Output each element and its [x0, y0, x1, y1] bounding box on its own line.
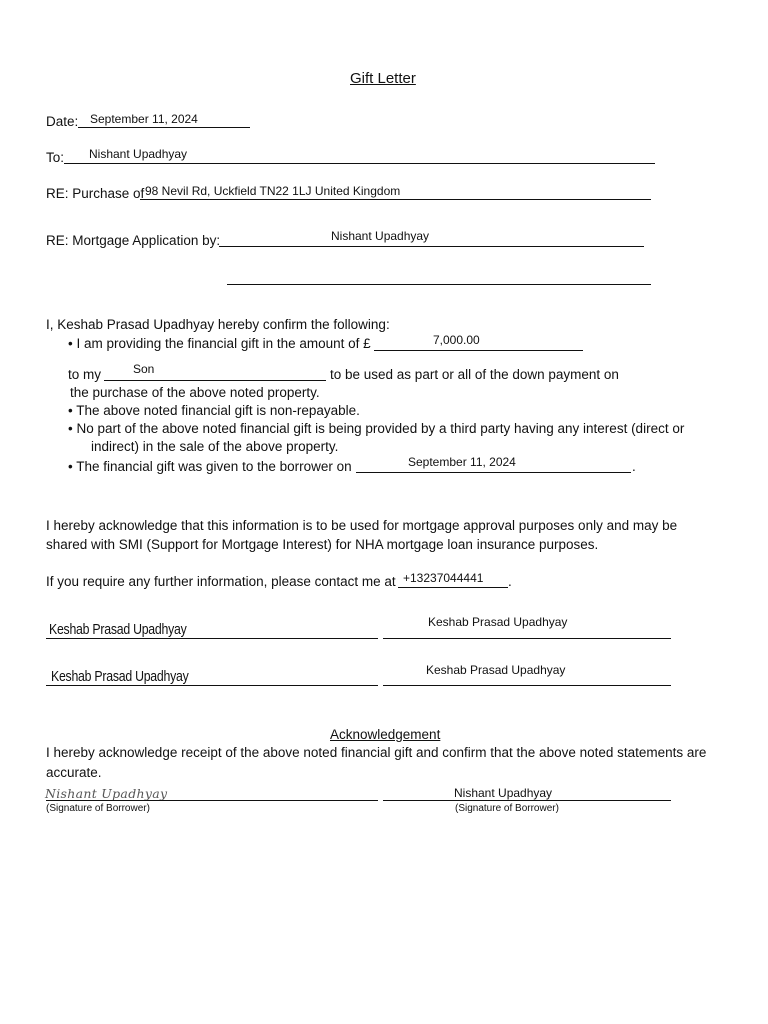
contact-end: .	[508, 574, 512, 589]
mortgage-label: RE: Mortgage Application by:	[46, 233, 221, 248]
acknowledgement-text-1: I hereby acknowledge receipt of the above noted financial gift and confirm that the above noted statements are	[46, 745, 707, 760]
relation-line	[104, 380, 326, 381]
bullet-nonrepayable: • The above noted financial gift is non-repayable.	[68, 403, 360, 418]
borrower-printed-line	[383, 800, 671, 801]
relation-prefix: to my	[68, 367, 102, 382]
donor-signature-1: Keshab Prasad Upadhyay	[49, 621, 187, 638]
date-value: September 11, 2024	[90, 112, 198, 126]
to-value: Nishant Upadhyay	[89, 147, 188, 161]
acknowledgement-heading: Acknowledgement	[330, 727, 441, 742]
date-label: Date:	[46, 114, 79, 129]
borrower-signature-line	[46, 800, 378, 801]
borrower-printed-name: Nishant Upadhyay	[454, 786, 553, 800]
to-label: To:	[46, 150, 65, 165]
donor-printed-name-1: Keshab Prasad Upadhyay	[428, 615, 568, 629]
mortgage-line	[219, 246, 644, 247]
mortgage-line-2	[227, 284, 651, 285]
relation-suffix: to be used as part or all of the down payment on	[330, 367, 619, 382]
date-line	[78, 127, 250, 128]
acknowledge-line-2: shared with SMI (Support for Mortgage Interest) for NHA mortgage loan insurance purposes.	[46, 537, 599, 552]
borrower-signature: Nishant Upadhyay	[45, 786, 168, 801]
purchase-label: RE: Purchase of	[46, 186, 145, 201]
donor-signature-line-2	[46, 685, 378, 686]
gift-amount-label: • I am providing the financial gift in the amount of £	[68, 336, 371, 351]
gift-amount-line	[374, 350, 583, 351]
purchase-note: the purchase of the above noted property.	[70, 385, 320, 400]
gift-given-value: September 11, 2024	[408, 455, 516, 469]
contact-value: +13237044441	[403, 571, 484, 585]
gift-given-label: • The financial gift was given to the borrower on	[68, 459, 352, 474]
donor-printed-line-2	[383, 685, 671, 686]
donor-signature-line-1	[46, 638, 378, 639]
borrower-caption-right: (Signature of Borrower)	[455, 803, 559, 814]
contact-label: If you require any further information, please contact me at	[46, 574, 396, 589]
donor-printed-line-1	[383, 638, 671, 639]
acknowledge-line-1: I hereby acknowledge that this information is to be used for mortgage approval purposes only and may be	[46, 518, 678, 533]
gift-amount-value: 7,000.00	[433, 333, 480, 347]
purchase-value: 98 Nevil Rd, Uckfield TN22 1LJ United Kingdom	[145, 184, 401, 198]
mortgage-value: Nishant Upadhyay	[331, 229, 430, 243]
contact-line	[398, 587, 508, 588]
gift-given-line	[356, 472, 631, 473]
bullet-third-party: • No part of the above noted financial gift is being provided by a third party having any interest (direct or	[68, 421, 685, 436]
acknowledgement-text-2: accurate.	[46, 765, 102, 780]
confirm-intro: I, Keshab Prasad Upadhyay hereby confirm the following:	[46, 317, 390, 332]
relation-value: Son	[133, 362, 155, 376]
to-line	[64, 163, 655, 164]
gift-given-end: .	[632, 459, 636, 474]
page-title: Gift Letter	[350, 70, 416, 87]
donor-printed-name-2: Keshab Prasad Upadhyay	[426, 663, 566, 677]
bullet-third-party-cont: indirect) in the sale of the above property.	[91, 439, 339, 454]
borrower-caption-left: (Signature of Borrower)	[46, 803, 150, 814]
donor-signature-2: Keshab Prasad Upadhyay	[51, 668, 189, 685]
purchase-line	[140, 199, 651, 200]
